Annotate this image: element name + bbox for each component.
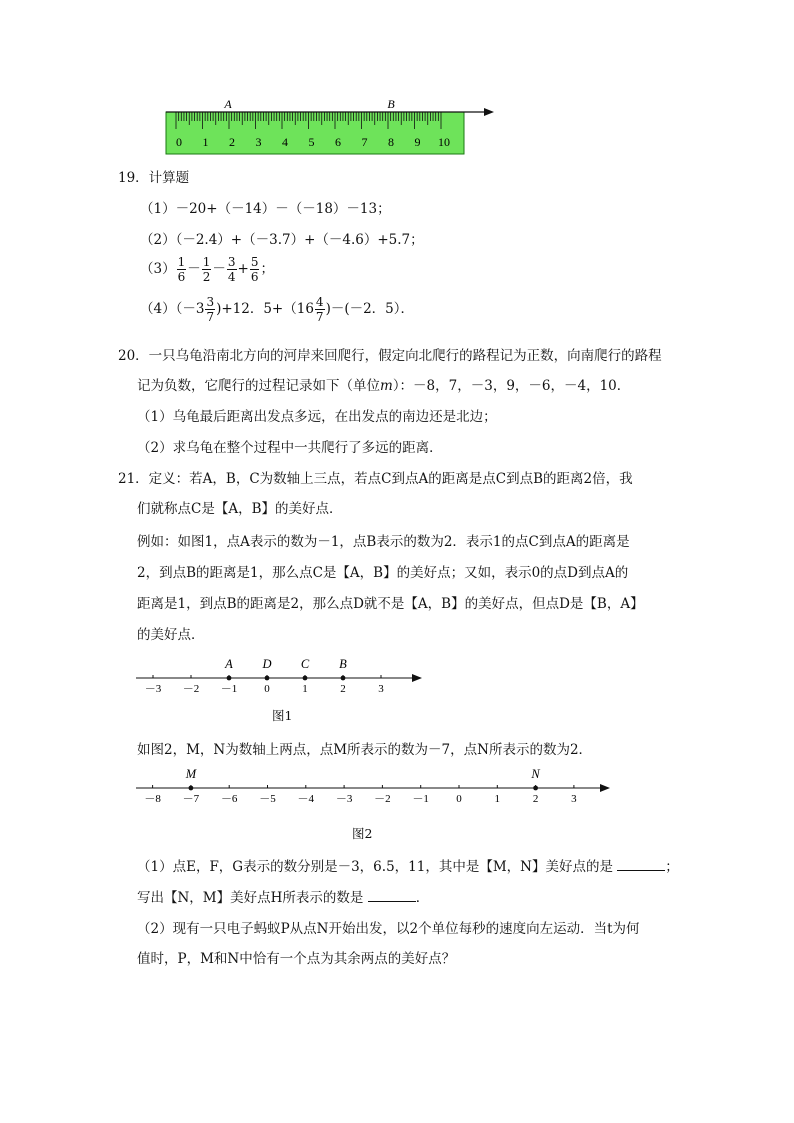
fraction: $\frac{3}{7}$ bbox=[206, 295, 215, 324]
q21-figure-2-intro: 如图2，M，N为数轴上两点，点M所表示的数为－7，点N所表示的数为2． bbox=[137, 742, 593, 758]
axis-arrow bbox=[412, 674, 422, 682]
q21-sub2-line1: （2）现有一只电子蚂蚁P从点N开始出发，以2个单位每秒的速度向左运动．当t为何 bbox=[137, 921, 640, 937]
ruler-number: 2 bbox=[229, 135, 235, 149]
point-label: N bbox=[531, 767, 540, 781]
q19-part4: （4）（－3 $\frac{3}{7}$ )+12．5+（16 $\frac{4}{7}$ )－(－2．5）． bbox=[140, 295, 415, 324]
q21-sub2-line2: 值时，P，M和N中恰有一个点为其余两点的美好点？ bbox=[137, 951, 456, 967]
ruler-number: 8 bbox=[388, 135, 394, 149]
ruler-number: 1 bbox=[202, 135, 209, 149]
q21-example-2: 2，到点B的距离是1，那么点C是【A，B】的美好点；又如，表示0的点D到点A的 bbox=[137, 565, 629, 581]
point-dot bbox=[189, 786, 194, 791]
tick-label: －1 bbox=[412, 793, 429, 805]
point-label: M bbox=[185, 767, 197, 781]
answer-blank[interactable] bbox=[617, 858, 665, 871]
tick-label: －5 bbox=[259, 793, 276, 805]
q19-part1: （1）－20+（－14）－（－18）－13； bbox=[140, 201, 391, 217]
ruler-figure bbox=[160, 95, 500, 159]
fraction: $\frac{5}{6}$ bbox=[250, 255, 259, 284]
ruler-arrow bbox=[484, 108, 494, 116]
q21-line1: 21．定义：若A，B，C为数轴上三点，若点C到点A的距离是点C到点B的距离2倍，我 bbox=[118, 471, 633, 487]
ruler-label-b: B bbox=[387, 97, 395, 111]
figure-1-caption: 图1 bbox=[272, 708, 293, 723]
tick-label: －2 bbox=[182, 683, 200, 695]
q20-line2: 记为负数，它爬行的过程记录如下（单位m）：－8，7，－3，9，－6，－4，10． bbox=[137, 378, 631, 394]
q21-line2: 们就称点C是【A，B】的美好点． bbox=[137, 501, 343, 517]
tick-label: －3 bbox=[335, 793, 353, 805]
tick-label: 3 bbox=[571, 793, 577, 805]
number-line-figure-2 bbox=[134, 764, 614, 810]
tick-label: －1 bbox=[220, 683, 238, 695]
figure-2-caption: 图2 bbox=[352, 826, 373, 841]
fraction: $\frac{3}{4}$ bbox=[227, 255, 236, 284]
ruler-number: 3 bbox=[255, 135, 262, 149]
tick-label: －3 bbox=[144, 683, 162, 695]
tick-label: 2 bbox=[532, 793, 539, 805]
q21-example-1: 例如：如图1，点A表示的数为－1，点B表示的数为2．表示1的点C到点A的距离是 bbox=[137, 534, 630, 550]
tick-label: 2 bbox=[340, 683, 346, 695]
tick-label: －7 bbox=[182, 793, 200, 805]
ruler-number: 0 bbox=[176, 135, 182, 149]
q21-sub1-line2: 写出【N，M】美好点H所表示的数是 ． bbox=[137, 890, 430, 906]
ruler-number: 4 bbox=[282, 135, 288, 149]
tick-label: －8 bbox=[144, 793, 161, 805]
point-dot bbox=[303, 676, 308, 681]
ruler-number: 5 bbox=[308, 135, 315, 149]
q19-part2: （2）（－2.4）+（－3.7）+（－4.6）+5.7； bbox=[140, 232, 424, 248]
point-dot bbox=[265, 676, 270, 681]
q21-example-4: 的美好点． bbox=[137, 627, 205, 643]
q21-sub1-line1: （1）点E，F，G表示的数分别是－3，6.5，11，其中是【M，N】美好点的是 ； bbox=[137, 859, 679, 875]
point-label: C bbox=[300, 657, 310, 671]
q20-part2: （2）求乌龟在整个过程中一共爬行了多远的距离． bbox=[137, 440, 443, 456]
ruler-number: 10 bbox=[438, 135, 450, 149]
ruler-number: 6 bbox=[335, 135, 341, 149]
q20-line1: 20．一只乌龟沿南北方向的河岸来回爬行，假定向北爬行的路程记为正数，向南爬行的路程 bbox=[118, 348, 662, 364]
q19-part3-label: （3） bbox=[140, 261, 176, 277]
ruler-number: 9 bbox=[414, 135, 421, 149]
point-dot bbox=[227, 676, 232, 681]
tick-label: 3 bbox=[378, 683, 384, 695]
ruler-label-a: A bbox=[224, 97, 232, 111]
tick-label: 1 bbox=[494, 793, 501, 805]
fraction: $\frac{1}{2}$ bbox=[202, 255, 211, 284]
fraction: $\frac{1}{6}$ bbox=[177, 255, 186, 284]
answer-blank[interactable] bbox=[368, 889, 416, 902]
q19-title: 19．计算题 bbox=[118, 170, 190, 186]
fraction: $\frac{4}{7}$ bbox=[315, 295, 324, 324]
q21-example-3: 距离是1，到点B的距离是2，那么点D就不是【A，B】的美好点，但点D是【B，A】 bbox=[137, 596, 644, 612]
point-dot bbox=[533, 786, 538, 791]
point-dot bbox=[341, 676, 346, 681]
point-label: A bbox=[225, 657, 233, 671]
tick-label: 0 bbox=[264, 683, 270, 695]
fig1-marks bbox=[145, 657, 385, 695]
tick-label: －4 bbox=[297, 793, 315, 805]
tick-label: 1 bbox=[302, 683, 308, 695]
axis-arrow bbox=[600, 784, 610, 792]
point-label: D bbox=[262, 657, 272, 671]
tick-label: 0 bbox=[456, 793, 462, 805]
tick-label: －6 bbox=[220, 793, 238, 805]
number-line-figure-1 bbox=[134, 654, 424, 698]
point-label: B bbox=[339, 657, 347, 671]
q20-part1: （1）乌龟最后距离出发点多远，在出发点的南边还是北边； bbox=[137, 409, 497, 425]
q19-part3: （3） $\frac{1}{6}$ － $\frac{1}{2}$ － $\frac{3}{4}$ + $\frac{5}{6}$ ； bbox=[140, 255, 274, 284]
ruler-number: 7 bbox=[361, 135, 368, 149]
fig2-marks bbox=[144, 767, 577, 805]
tick-label: －2 bbox=[374, 793, 391, 805]
